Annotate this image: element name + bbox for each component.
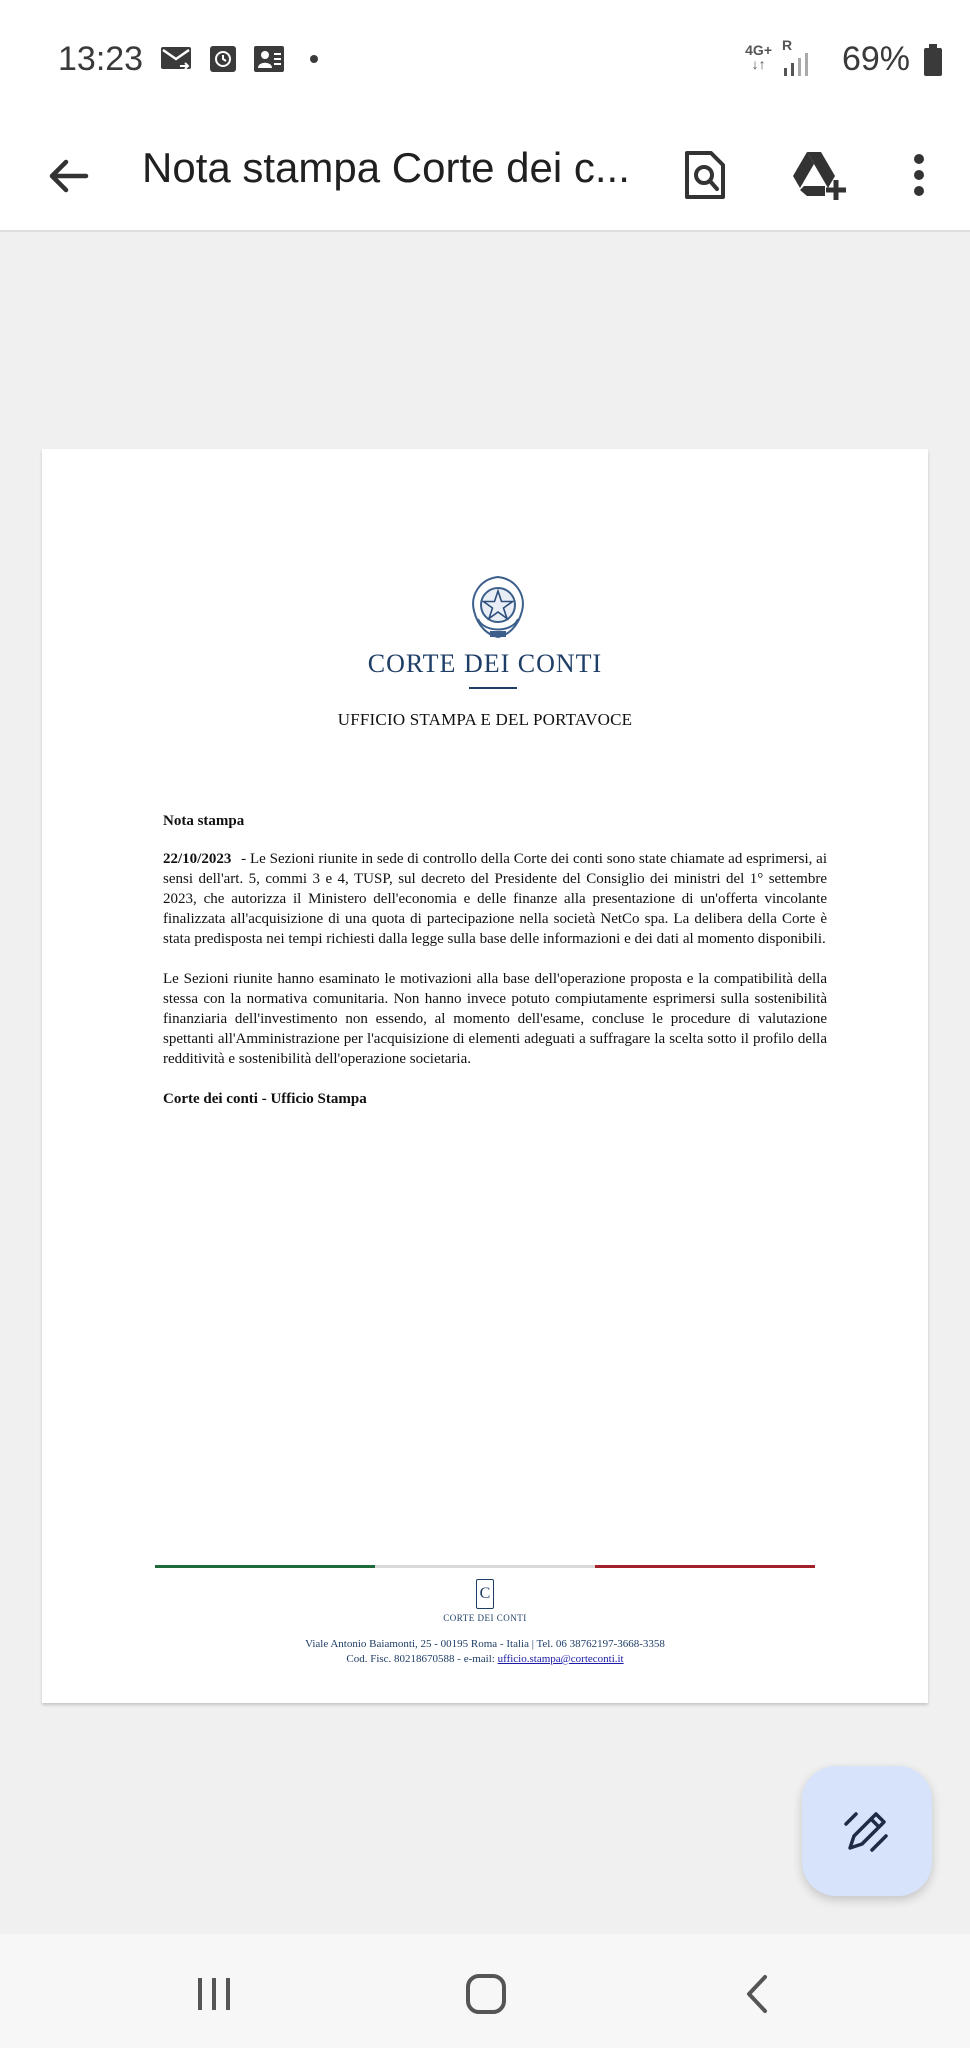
- status-time: 13:23: [58, 40, 144, 78]
- document-signature: Corte dei conti - Ufficio Stampa: [163, 1091, 367, 1107]
- notification-icons: [160, 44, 318, 74]
- signal-icon: [782, 52, 810, 76]
- app-bar: [0, 120, 970, 232]
- battery-icon: [924, 48, 942, 76]
- date-separator: -: [237, 851, 250, 867]
- home-button[interactable]: [446, 1954, 526, 2034]
- data-arrows-icon: ↓↑: [751, 56, 766, 72]
- flag-white-segment: [375, 1565, 595, 1568]
- back-arrow-icon: [46, 154, 90, 198]
- document-heading: Nota stampa: [163, 813, 245, 829]
- battery-percent: 69%: [841, 40, 910, 78]
- edit-pen-icon: [842, 1806, 892, 1856]
- more-options-button[interactable]: [886, 142, 952, 208]
- back-button[interactable]: [40, 148, 96, 204]
- alarm-icon: [206, 44, 240, 74]
- office-title: UFFICIO STAMPA E DEL PORTAVOCE: [337, 710, 633, 729]
- more-notifications-dot: [310, 55, 318, 63]
- paragraph-2: Le Sezioni riunite hanno esaminato le motivazioni alla base dell'operazione proposta e la compatibilità della stessa con la normativa comunitaria. Non hanno invece potuto compiutamente esprimersi sulla sostenibilità finanziaria dell'investimento non essendo, al momento dell'esame, concluse le procedure di valutazione spettanti all'Amministrazione per l'acquisizione di elementi adeguati a suffragare la scelta sotto il profilo della redditività e sostenibilità dell'operazione societaria.: [163, 971, 827, 1067]
- document-page[interactable]: [42, 449, 928, 1703]
- find-in-document-button[interactable]: [672, 142, 738, 208]
- flag-green-segment: [155, 1565, 375, 1568]
- add-to-drive-icon: [791, 150, 847, 200]
- edit-fab[interactable]: [802, 1766, 932, 1896]
- tricolor-divider: [155, 1565, 815, 1568]
- system-back-button[interactable]: [716, 1954, 796, 2034]
- document-body: [163, 811, 827, 1109]
- contacts-icon: [252, 44, 286, 74]
- logo-divider: [469, 687, 517, 689]
- document-title: Nota stampa Corte dei c...: [142, 144, 630, 191]
- footer-address-line: Viale Antonio Baiamonti, 25 - 00195 Roma - Italia | Tel. 06 38762197-3668-3358: [305, 1638, 665, 1650]
- system-navigation-bar: [0, 1934, 970, 2048]
- flag-red-segment: [595, 1565, 815, 1568]
- more-vert-icon: [912, 153, 926, 197]
- footer-email-link[interactable]: ufficio.stampa@corteconti.it: [497, 1653, 624, 1665]
- press-date: 22/10/2023: [163, 851, 232, 867]
- recent-apps-icon: [194, 1976, 234, 2012]
- footer-wordmark: CORTE DEI CONTI: [443, 1613, 527, 1623]
- footer-contacts: [42, 1637, 928, 1667]
- home-icon: [465, 1973, 507, 2015]
- footer-logo-icon: C: [476, 1579, 494, 1609]
- paragraph-1: [163, 849, 827, 949]
- add-to-drive-button[interactable]: [786, 142, 852, 208]
- footer-fiscal-code: Cod. Fisc. 80218670588 - e-mail:: [346, 1653, 498, 1665]
- network-status: [745, 38, 810, 76]
- recent-apps-button[interactable]: [174, 1954, 254, 2034]
- paragraph-1-text: Le Sezioni riunite in sede di controllo della Corte dei conti sono state chiamate ad esprimersi, ai sensi dell'art. 5, commi 3 e 4, TUSP, sul decreto del Presidente del Consiglio dei ministri del 1° settembre 2023, che autorizza il Ministero dell'economia e delle finanze alla presentazione di un'offerta vincolante finalizzata all'acquisizione di una quota di partecipazione nella società NetCo spa. La delibera della Corte è stata predisposta nei tempi richiesti dalla legge sulla base delle informazioni e dei dati al momento disponibili.: [163, 851, 827, 947]
- network-type: 4G+: [745, 42, 772, 58]
- find-in-document-icon: [683, 149, 727, 201]
- corte-dei-conti-wordmark: CORTE DEI CONTI: [367, 649, 603, 678]
- status-bar: [0, 0, 970, 120]
- italian-emblem-icon: [464, 571, 532, 643]
- back-icon: [741, 1973, 771, 2015]
- roaming-indicator: R: [782, 37, 793, 53]
- footer-fiscal-line: [42, 1652, 928, 1667]
- mail-forward-icon: [160, 44, 194, 74]
